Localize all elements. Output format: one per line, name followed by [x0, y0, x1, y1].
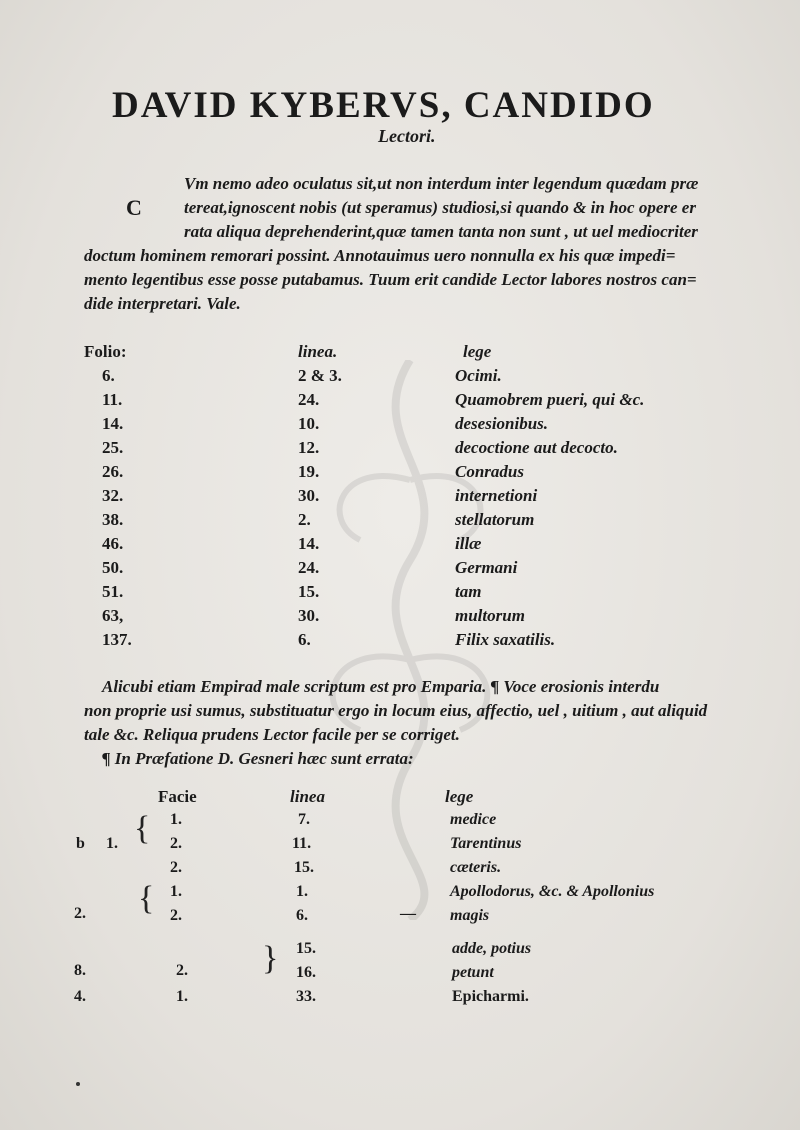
facie-cell: 1.: [170, 811, 182, 828]
lege-cell: Ocimi.: [455, 366, 502, 385]
lege-cell: Tarentinus: [450, 835, 522, 852]
note-line: Alicubi etiam Empirad male scriptum est pro Emparia. ¶ Voce erosionis interdu: [102, 677, 660, 696]
table-row: [0, 414, 800, 438]
linea-cell: 30.: [298, 606, 320, 625]
lege-cell: internetioni: [455, 486, 538, 505]
lege-cell: multorum: [455, 606, 525, 625]
lege-cell: decoctione aut decocto.: [455, 438, 618, 457]
linea-cell: 15.: [294, 859, 314, 876]
facie-cell: 1.: [170, 883, 182, 900]
folio-cell: 50.: [102, 558, 124, 577]
lege-cell: stellatorum: [455, 510, 535, 529]
ink-dot: [76, 1082, 80, 1086]
folio-cell: 26.: [102, 462, 124, 481]
lege-cell: Epicharmi.: [452, 988, 529, 1005]
paragraph-line: tereat,ignoscent nobis (ut speramus) studiosi,si quando & in hoc opere er: [184, 198, 696, 217]
folio-cell: 32.: [102, 486, 124, 505]
note-line: tale &c. Reliqua prudens Lector facile per se corriget.: [84, 725, 460, 744]
page-title: DAVID KYBERVS, CANDIDO: [112, 85, 655, 126]
facie-cell: 1.: [176, 988, 188, 1005]
linea-cell: 2.: [298, 510, 311, 529]
lege-cell: adde, potius: [452, 940, 532, 957]
lege-cell: tam: [455, 582, 482, 601]
table-row: [0, 630, 800, 654]
table-row: [0, 366, 800, 390]
table-row: [0, 486, 800, 510]
facie-cell: 2.: [170, 859, 182, 876]
table-row: [0, 390, 800, 414]
linea-cell: 33.: [296, 988, 316, 1005]
lege-cell: Filix saxatilis.: [455, 630, 556, 649]
folio-cell: 137.: [102, 630, 132, 649]
folio-cell: 46.: [102, 534, 124, 553]
table-row: [0, 606, 800, 630]
note-line: ¶ In Præfatione D. Gesneri hæc sunt errata:: [102, 749, 414, 768]
page-cell: 1.: [106, 835, 118, 852]
linea-cell: 24.: [298, 558, 320, 577]
linea-cell: 7.: [298, 811, 310, 828]
brace-mark: {: [138, 880, 155, 917]
linea-cell: 2 & 3.: [298, 366, 342, 385]
page-subtitle: Lectori.: [378, 126, 436, 146]
lege-header-2: lege: [445, 787, 474, 806]
facie-header: Facie: [158, 787, 197, 806]
facie-cell: 2.: [170, 835, 182, 852]
section-cell: b: [76, 835, 85, 852]
brace-mark: {: [134, 810, 151, 847]
folio-cell: 38.: [102, 510, 124, 529]
folio-cell: 25.: [102, 438, 124, 457]
lege-cell: magis: [450, 907, 490, 924]
linea-cell: 16.: [296, 964, 316, 981]
lege-header: lege: [463, 342, 492, 361]
lege-cell: desesionibus.: [455, 414, 549, 433]
linea-cell: 11.: [292, 835, 312, 852]
paragraph-line: mento legentibus esse posse putabamus. Tuum erit candide Lector labores nostros can=: [84, 270, 697, 289]
linea-cell: 24.: [298, 390, 320, 409]
note-line: non proprie usi sumus, substituatur ergo in locum eius, affectio, uel , uitium , aut aliquid: [84, 701, 708, 720]
lege-cell: cæteris.: [450, 859, 502, 876]
folio-cell: 63,: [102, 606, 124, 625]
folio-cell: 6.: [102, 366, 115, 385]
brace-mark: {: [262, 940, 279, 977]
folio-cell: 51.: [102, 582, 124, 601]
table-row: [0, 534, 800, 558]
linea-cell: 10.: [298, 414, 320, 433]
table-row: [0, 558, 800, 582]
linea-cell: 19.: [298, 462, 320, 481]
paragraph-line: dide interpretari. Vale.: [84, 294, 241, 313]
paragraph-line: Vm nemo adeo oculatus sit,ut non interdum inter legendum quædam præ: [184, 174, 699, 193]
section-cell: 8.: [74, 962, 86, 979]
lege-cell: Germani: [455, 558, 518, 577]
linea-cell: 1.: [296, 883, 308, 900]
drop-cap: C: [126, 195, 142, 220]
facie-cell: 2.: [176, 962, 188, 979]
lege-cell: Conradus: [455, 462, 524, 481]
section-cell: 2.: [74, 905, 86, 922]
linea-cell: 14.: [298, 534, 320, 553]
linea-cell: 15.: [298, 582, 320, 601]
table-row: [0, 510, 800, 534]
facie-cell: 2.: [170, 907, 182, 924]
folio-cell: 14.: [102, 414, 124, 433]
table-row: [0, 438, 800, 462]
lege-cell: medice: [450, 811, 497, 828]
lege-cell: petunt: [452, 964, 494, 981]
dash-mark: —: [400, 905, 416, 922]
linea-header: linea.: [298, 342, 338, 361]
lege-cell: Apollodorus, &c. & Apollonius: [450, 883, 655, 900]
linea-cell: 6.: [296, 907, 308, 924]
table-row: [0, 582, 800, 606]
linea-cell: 6.: [298, 630, 311, 649]
linea-cell: 12.: [298, 438, 320, 457]
paragraph-line: rata aliqua deprehenderint,quæ tamen tanta non sunt , ut uel mediocriter: [184, 222, 698, 241]
section-cell: 4.: [74, 988, 86, 1005]
lege-cell: illæ: [455, 534, 482, 553]
linea-cell: 15.: [296, 940, 316, 957]
folio-cell: 11.: [102, 390, 123, 409]
paragraph-line: doctum hominem remorari possint. Annotauimus uero nonnulla ex his quæ impedi=: [84, 246, 676, 265]
table-row: [0, 462, 800, 486]
linea-header-2: linea: [290, 787, 325, 806]
linea-cell: 30.: [298, 486, 320, 505]
lege-cell: Quamobrem pueri, qui &c.: [455, 390, 645, 409]
folio-header: Folio:: [84, 342, 127, 361]
